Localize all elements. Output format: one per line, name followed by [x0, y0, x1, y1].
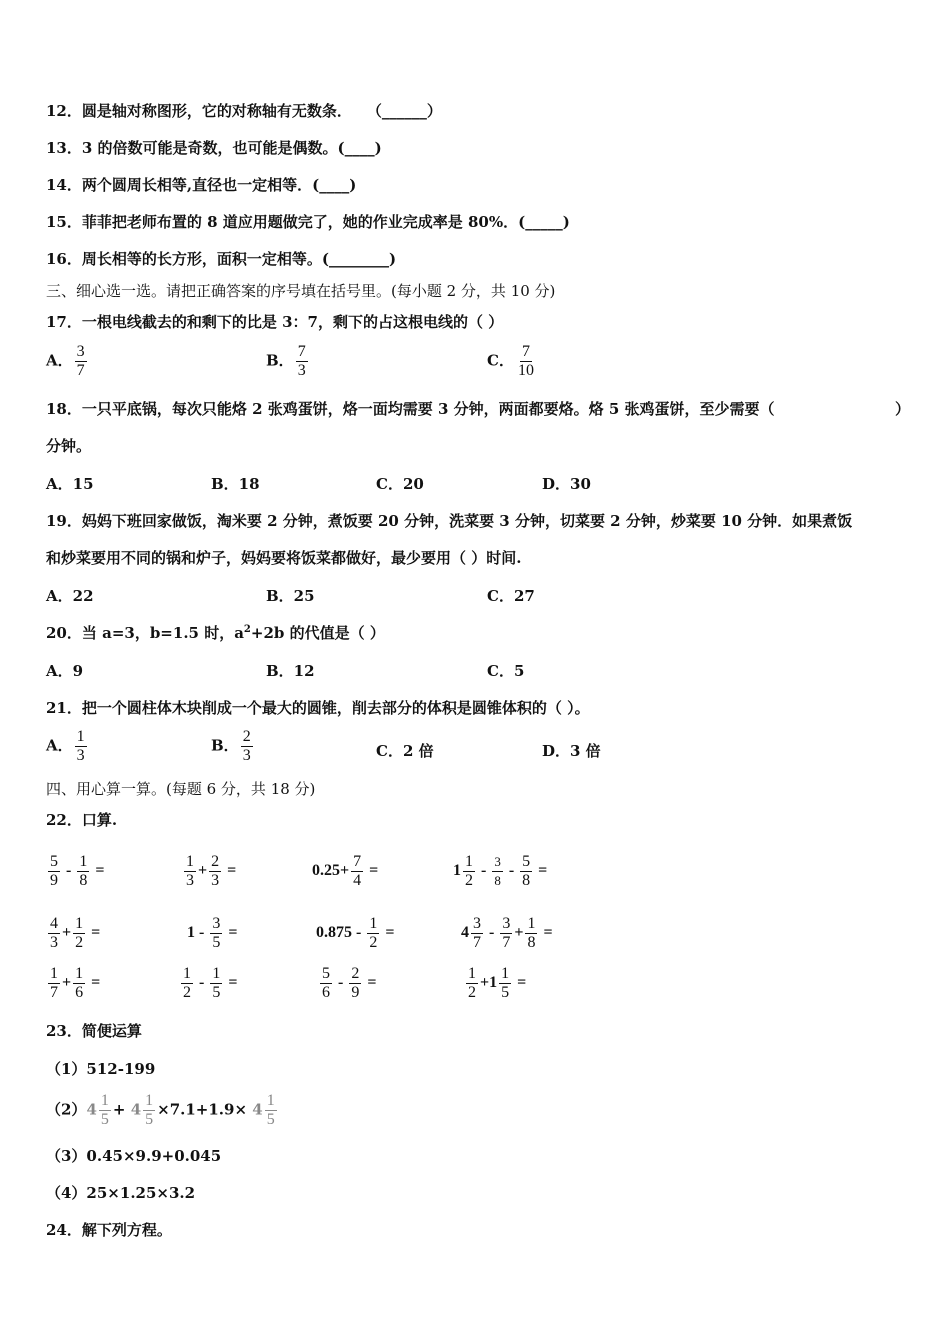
question-18-line-1: 18．一只平底锅，每次只能烙 2 张鸡蛋饼，烙一面均需要 3 分钟，两面都要烙。烙 5 张鸡蛋饼，至少需要（	[46, 400, 775, 418]
q17-option-b: B． $\frac{7}{3}$	[266, 343, 306, 379]
q21-option-a: A． $\frac{1}{3}$	[46, 728, 85, 764]
q19-option-b: B．25	[266, 587, 315, 605]
q17-option-c: C． $\frac{7}{10}$	[487, 343, 534, 379]
q23-item-1: （1）512-199	[46, 1060, 156, 1078]
calc-r3-c3: $\frac{5}{6}$ - $\frac{2}{9}$ =	[322, 965, 377, 1001]
q18-option-b: B．18	[211, 475, 260, 493]
question-17: 17．一根电线截去的和剩下的比是 3：7，剩下的占这根电线的（ ）	[46, 313, 504, 331]
q23-item-2: （2）4 $\frac{1}{5}$ + 4 $\frac{1}{5}$ ×7.1+1.9× 4 $\frac{1}{5}$	[46, 1092, 275, 1128]
section-3-heading: 三、细心选一选。请把正确答案的序号填在括号里。(每小题 2 分，共 10 分)	[46, 282, 556, 300]
q18-option-c: C．20	[376, 475, 424, 493]
q20-option-a: A．9	[46, 662, 84, 680]
q18-option-a: A．15	[46, 475, 94, 493]
q21-option-b: B． $\frac{2}{3}$	[211, 728, 251, 764]
q23-item-3: （3）0.45×9.9+0.045	[46, 1147, 222, 1165]
question-19-line-1: 19．妈妈下班回家做饭，淘米要 2 分钟，煮饭要 20 分钟，洗菜要 3 分钟，切菜要 2 分钟，炒菜要 10 分钟．如果煮饭	[46, 512, 853, 530]
q20-option-c: C．5	[487, 662, 525, 680]
calc-r3-c1: $\frac{1}{7}$ + $\frac{1}{6}$ =	[50, 965, 101, 1001]
question-21: 21．把一个圆柱体木块削成一个最大的圆锥，削去部分的体积是圆锥体积的（ ）。	[46, 699, 590, 717]
calc-r2-c3: 0.875 - $\frac{1}{2}$ =	[316, 915, 395, 951]
q18-option-d: D．30	[542, 475, 591, 493]
calc-r3-c2: $\frac{1}{2}$ - $\frac{1}{5}$ =	[183, 965, 238, 1001]
q23-item-4: （4）25×1.25×3.2	[46, 1184, 196, 1202]
question-20: 20．当 a=3，b=1.5 时，$a^2+2b$ 的代值是（ ）	[46, 624, 385, 642]
calc-r1-c2: $\frac{1}{3}$ + $\frac{2}{3}$ =	[186, 853, 237, 889]
question-18-line-2: 分钟。	[46, 437, 92, 455]
question-16: 16．周长相等的长方形，面积一定相等。(________)	[46, 250, 397, 268]
q17-option-a: A． $\frac{3}{7}$	[46, 343, 85, 379]
calc-r1-c4: 1 $\frac{1}{2}$ - $\frac{3}{8}$ - $\frac{5}{8}$ =	[453, 853, 548, 889]
question-18-close-paren: ）	[895, 400, 911, 418]
calc-r3-c4: $\frac{1}{2}$ +1 $\frac{1}{5}$ =	[468, 965, 527, 1001]
calc-r2-c1: $\frac{4}{3}$ + $\frac{1}{2}$ =	[50, 915, 101, 951]
section-4-heading: 四、用心算一算。(每题 6 分，共 18 分)	[46, 780, 316, 798]
calc-r2-c2: 1 - $\frac{3}{5}$ =	[187, 915, 238, 951]
question-13: 13．3 的倍数可能是奇数，也可能是偶数。(____)	[46, 139, 382, 157]
question-15: 15．菲菲把老师布置的 8 道应用题做完了，她的作业完成率是 80%．(_____)	[46, 213, 570, 231]
question-14: 14．两个圆周长相等,直径也一定相等．(____)	[46, 176, 357, 194]
question-19-line-2: 和炒菜要用不同的锅和炉子，妈妈要将饭菜都做好，最少要用（ ）时间.	[46, 549, 522, 567]
q19-option-a: A．22	[46, 587, 94, 605]
q20-option-b: B．12	[266, 662, 315, 680]
q21-option-c: C．2 倍	[376, 742, 434, 760]
question-24: 24．解下列方程。	[46, 1221, 172, 1239]
calc-r1-c3: 0.25+ $\frac{7}{4}$ =	[312, 853, 379, 889]
question-23: 23．简便运算	[46, 1022, 142, 1040]
q19-option-c: C．27	[487, 587, 535, 605]
calc-r2-c4: 4 $\frac{3}{7}$ - $\frac{3}{7}$ + $\frac{1}{8}$ =	[461, 915, 553, 951]
question-22: 22．口算.	[46, 811, 118, 829]
q21-option-d: D．3 倍	[542, 742, 601, 760]
question-12: 12．圆是轴对称图形，它的对称轴有无数条． （______）	[46, 102, 442, 120]
calc-r1-c1: $\frac{5}{9}$ - $\frac{1}{8}$ =	[50, 853, 105, 889]
